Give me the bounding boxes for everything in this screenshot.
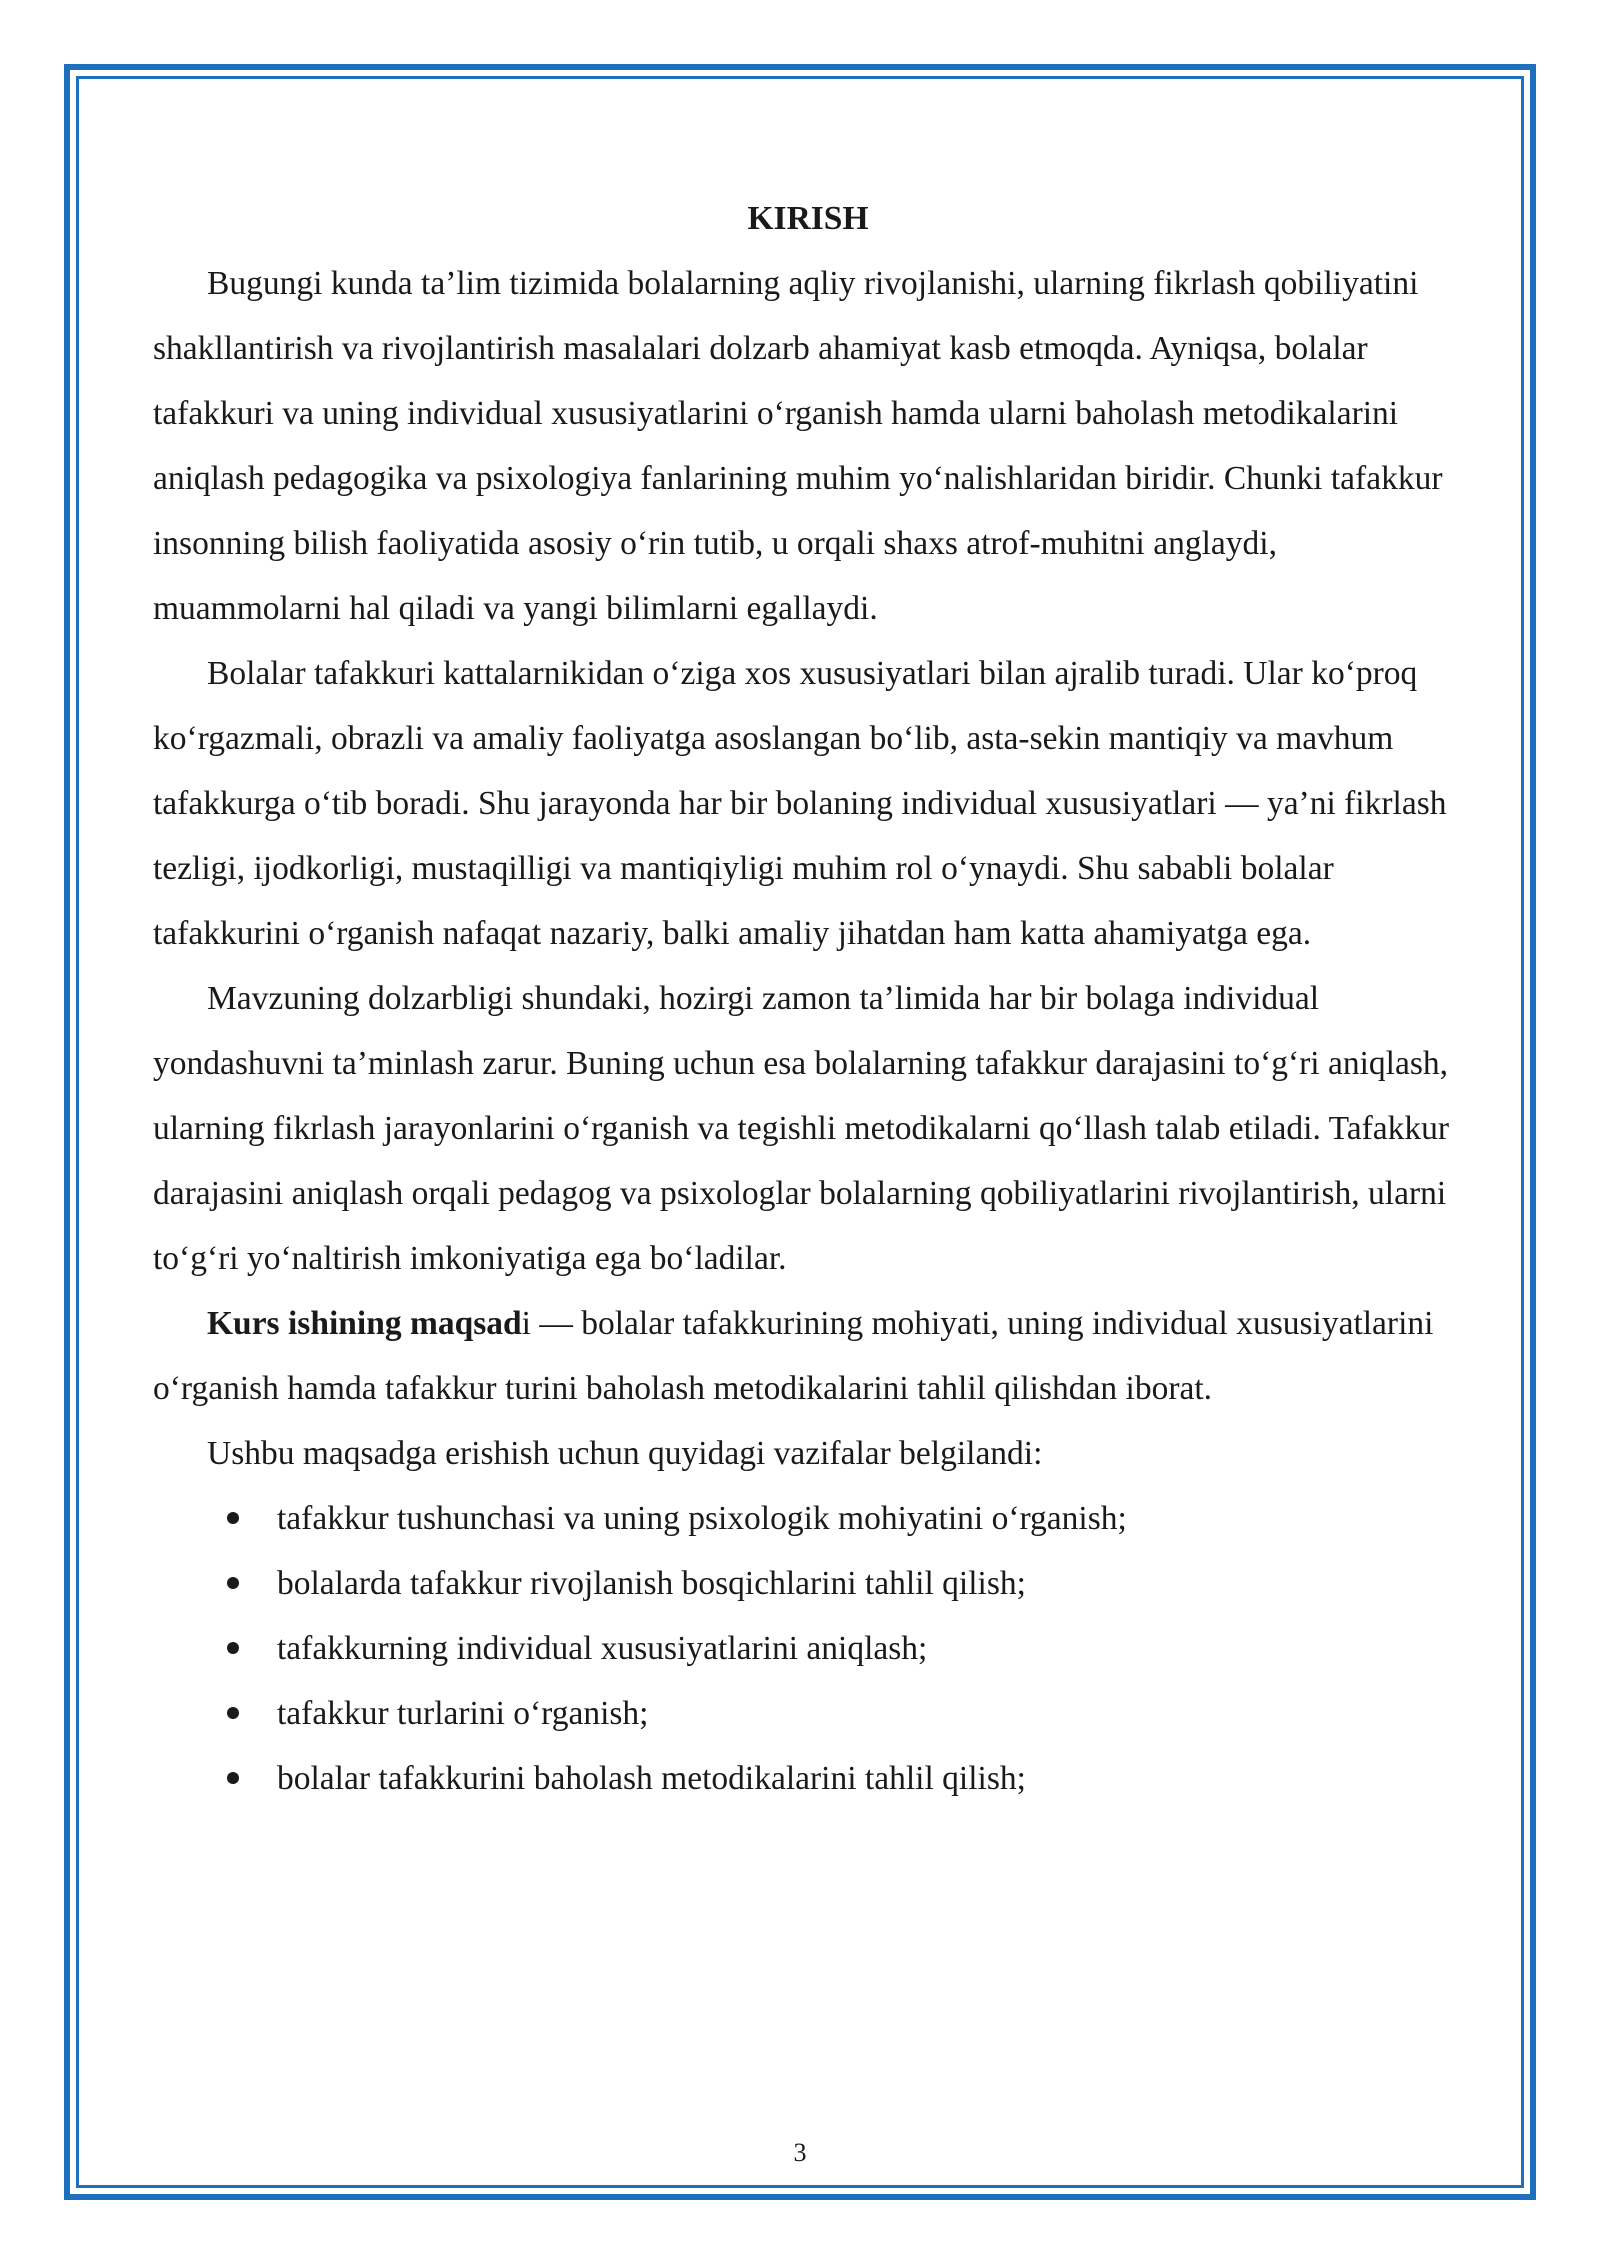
task-text: tafakkurning individual xususiyatlarini aniqlash; [277, 1630, 928, 1667]
bullet-icon [227, 1512, 239, 1524]
tasks-intro: Ushbu maqsadga erishish uchun quyidagi vazifalar belgilandi: [207, 1435, 1043, 1472]
list-item [153, 1486, 1463, 1551]
section-title: KIRISH [747, 200, 869, 237]
list-item [153, 1551, 1463, 1616]
paragraph-1: Bugungi kunda ta’lim tizimida bolalarning aqliy rivojlanishi, ularning fikrlash qobiliyatini shakllantirish va rivojlantirish masalalari dolzarb ahamiyat kasb etmoqda. Ayniqsa, bolalar tafakkuri va uning individual xususiyatlarini o‘rganish hamda ularni baholash metodikalarini aniqlash pedagogika va psixologiya fanlarining muhim yo‘nalishlaridan biridir. Chunki tafakkur insonning bilish faoliyatida asosiy o‘rin tutib, u orqali shaxs atrof-muhitni anglaydi, muammolarni hal qiladi va yangi bilimlarni egallaydi. [153, 265, 1443, 627]
list-item [153, 1746, 1463, 1811]
tasks-list [153, 1486, 1463, 1811]
paragraph-2: Bolalar tafakkuri kattalarnikidan o‘ziga xos xususiyatlari bilan ajralib turadi. Ular ko‘proq ko‘rgazmali, obrazli va amaliy faoliyatga asoslangan bo‘lib, asta-sekin mantiqiy va mavhum tafakkurga o‘tib boradi. Shu jarayonda har bir bolaning individual xususiyatlari — ya’ni fikrlash tezligi, ijodkorligi, mustaqilligi va mantiqiyligi muhim rol o‘ynaydi. Shu sababli bolalar tafakkurini o‘rganish nafaqat nazariy, balki amaliy jihatdan ham katta ahamiyatga ega. [153, 655, 1447, 952]
document-body [153, 186, 1463, 1811]
list-item [153, 1681, 1463, 1746]
goal-text: i — bolalar tafakkurining mohiyati, uning individual xususiyatlarini o‘rganish hamda tafakkur turini baholash metodikalarini tahlil qilishdan iborat. [153, 1305, 1434, 1407]
bullet-icon [227, 1577, 239, 1589]
list-item [153, 1616, 1463, 1681]
paragraph-3: Mavzuning dolzarbligi shundaki, hozirgi zamon ta’limida har bir bolaga individual yondashuvni ta’minlash zarur. Buning uchun esa bolalarning tafakkur darajasini to‘g‘ri aniqlash, ularning fikrlash jarayonlarini o‘rganish va tegishli metodikalarni qo‘llash talab etiladi. Tafakkur darajasini aniqlash orqali pedagog va psixologlar bolalarning qobiliyatlarini rivojlantirish, ularni to‘g‘ri yo‘naltirish imkoniyatiga ega bo‘ladilar. [153, 980, 1450, 1277]
page-number: 3 [793, 2138, 807, 2167]
task-text: bolalarda tafakkur rivojlanish bosqichlarini tahlil qilish; [277, 1565, 1026, 1602]
task-text: bolalar tafakkurini baholash metodikalarini tahlil qilish; [277, 1760, 1026, 1797]
bullet-icon [227, 1772, 239, 1784]
goal-paragraph [153, 1291, 1463, 1421]
task-text: tafakkur turlarini o‘rganish; [277, 1695, 649, 1732]
task-text: tafakkur tushunchasi va uning psixologik mohiyatini o‘rganish; [277, 1500, 1127, 1537]
bullet-icon [227, 1642, 239, 1654]
goal-bold-lead: Kurs ishining maqsad [207, 1305, 522, 1342]
bullet-icon [227, 1707, 239, 1719]
